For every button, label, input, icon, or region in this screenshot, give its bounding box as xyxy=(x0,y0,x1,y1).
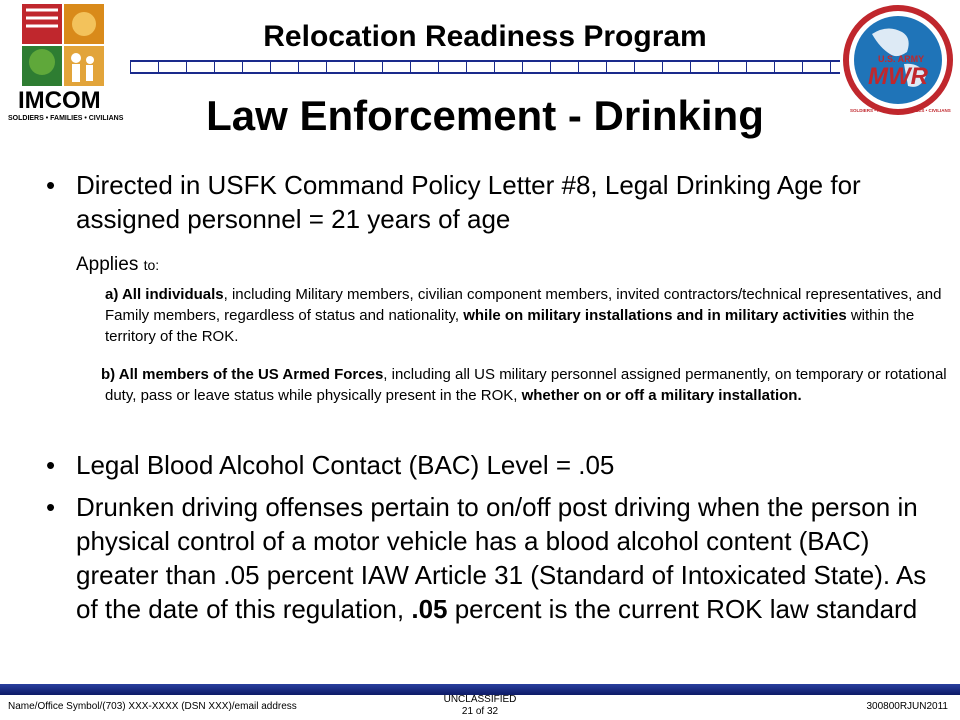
footer-classification: UNCLASSIFIED xyxy=(443,694,517,705)
svg-text:MWR: MWR xyxy=(868,63,928,90)
bullet-drinking-age: • Directed in USFK Command Policy Letter #8, Legal Drinking Age for assigned personnel = 21 years of age xyxy=(46,170,861,234)
bullet-dot-icon: • xyxy=(46,450,56,480)
svg-text:SOLDIERS • FAMILIES • CIVILIAN: SOLDIERS • FAMILIES • CIVILIANS xyxy=(8,115,124,122)
svg-text:U.S. ARMY: U.S. ARMY xyxy=(878,54,925,64)
applies-to-label: Applies to: xyxy=(76,254,160,275)
footer-contact: Name/Office Symbol/(703) XXX-XXXX (DSN XXX)/email address xyxy=(8,701,297,712)
svg-text:SOLDIERS • FAMILIES • RETIREES: SOLDIERS • FAMILIES • RETIREES • CIVILIANS xyxy=(850,108,951,113)
bullet-drunken-driving: • Drunken driving offenses pertain to on/off post driving when the person in physical control of a motor vehicle has a blood alcohol content (BAC) greater than .05 percent IAW Article 31 (Standard of Intoxicated State). As of the date of this regulation, .05 percent is the current ROK law standard xyxy=(46,492,927,624)
bullet-dot-icon: • xyxy=(46,170,56,200)
slide-title: Law Enforcement - Drinking xyxy=(206,92,764,139)
bullet-bac-level: • Legal Blood Alcohol Contact (BAC) Level = .05 xyxy=(46,450,615,480)
mwr-logo xyxy=(842,4,954,116)
bullet-dot-icon: • xyxy=(46,492,56,522)
svg-text:IMCOM: IMCOM xyxy=(18,87,101,114)
footer-dtg: 300800RJUN2011 xyxy=(866,701,948,712)
sub-item-a: a) All individuals, including Military members, civilian component members, invited contractors/technical representatives, and Family members, regardless of status and nationality, while on military installations and in military activities within the territory of the ROK. xyxy=(105,286,942,345)
program-title: Relocation Readiness Program xyxy=(263,20,707,53)
sub-item-b: b) All members of the US Armed Forces, including all US military personnel assigned permanently, on temporary or rotational duty, pass or leave status while physically present in the ROK, whether on or off a military installation. xyxy=(101,366,947,404)
footer-page-number: 21 of 32 xyxy=(461,706,499,717)
header-ruler xyxy=(130,60,840,74)
